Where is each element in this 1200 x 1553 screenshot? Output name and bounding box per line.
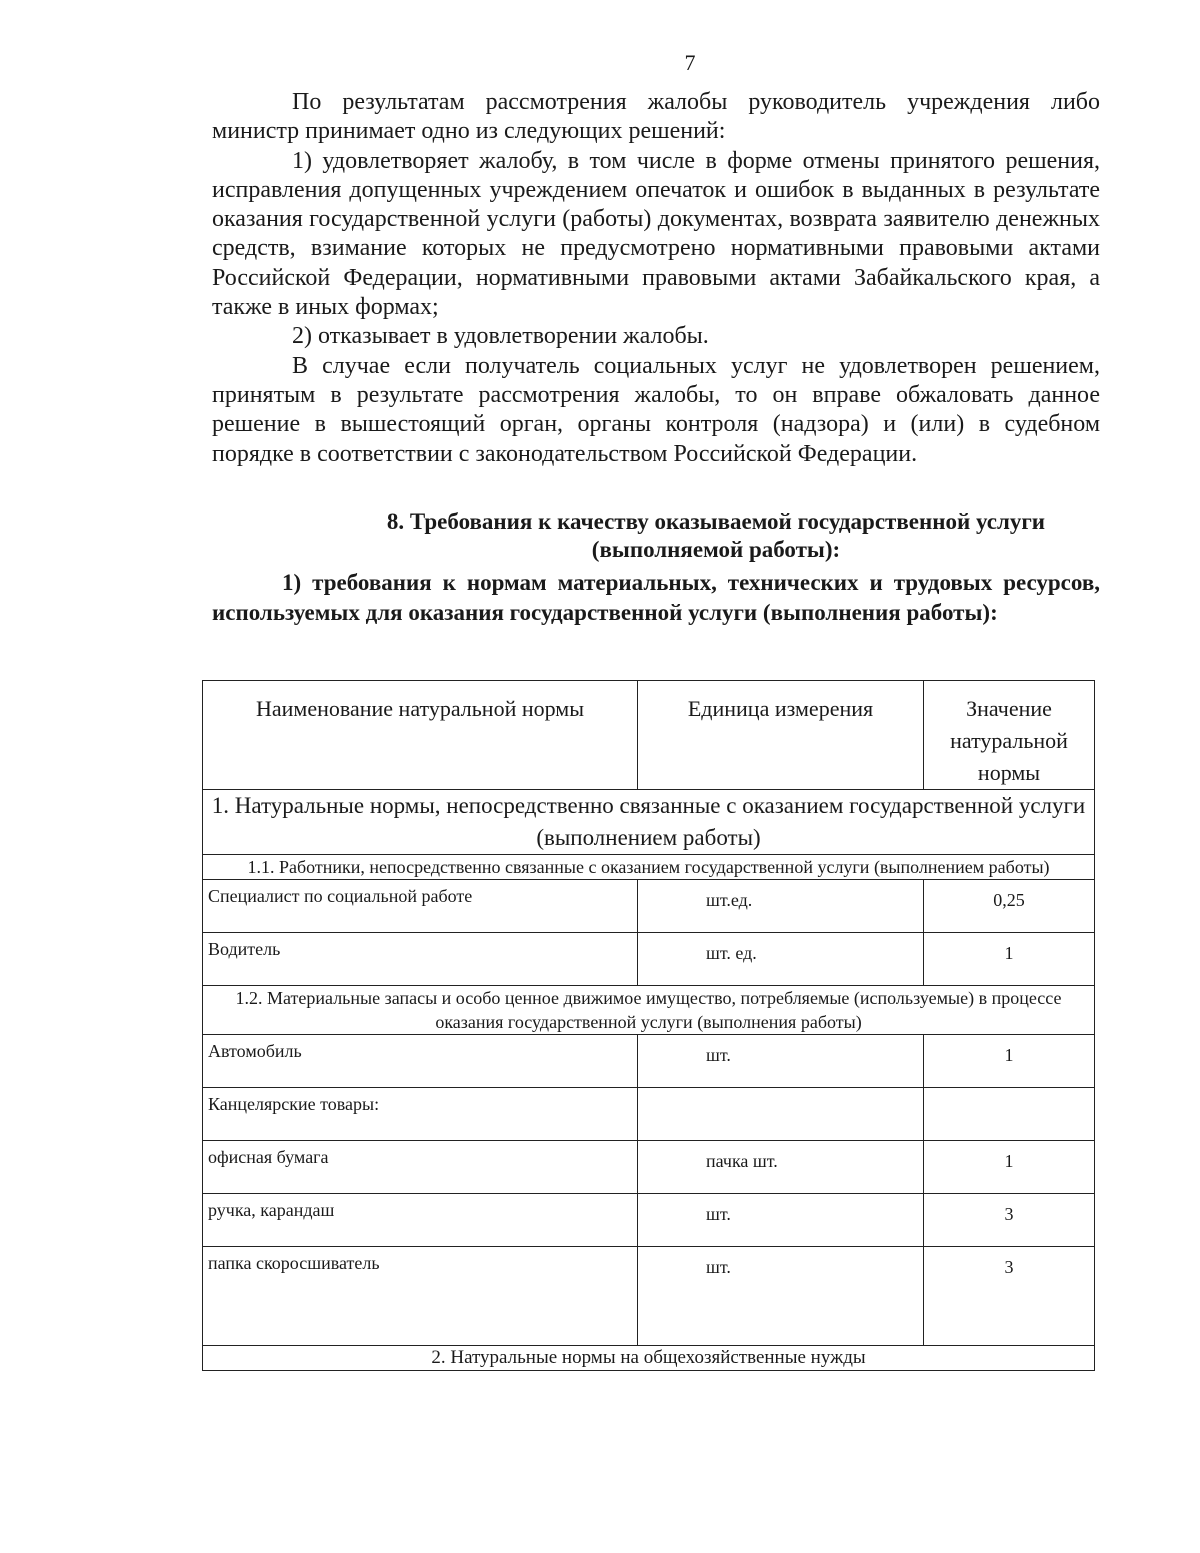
subgroup-title-row — [203, 986, 1095, 1035]
cell-unit: шт.ед. — [638, 880, 924, 933]
page-number: 7 — [684, 50, 696, 75]
paragraph: По результатам рассмотрения жалобы руководитель учреждения либо министр принимает одно из следующих решений: — [212, 89, 1100, 145]
cell-unit: шт. — [638, 1035, 924, 1088]
cell-unit: шт. — [638, 1247, 924, 1346]
cell-unit: шт. — [638, 1194, 924, 1247]
paragraph: 1) удовлетворяет жалобу, в том числе в форме отмены принятого решения, исправления допущенных учреждением опечаток и ошибок в выданных в результате оказания государственной услуги (работы) документах, возврата заявителю денежных средств, взимание которых не предусмотрено нормативными правовыми актами Российской Федерации, нормативными правовыми актами Забайкальского края, а также в иных формах; — [212, 147, 1100, 321]
cell-value: 1 — [924, 1141, 1095, 1194]
table-row — [203, 1141, 1095, 1194]
table-header-row — [203, 681, 1095, 790]
subgroup-title-row — [203, 855, 1095, 880]
group-title-row — [203, 790, 1095, 855]
subheading-text: 1) требования к нормам материальных, технических и трудовых ресурсов, используемых для оказания государственной услуги (выполнения работы): — [212, 570, 1100, 625]
paragraph: 2) отказывает в удовлетворении жалобы. — [292, 323, 709, 350]
table-row — [203, 1194, 1095, 1247]
section-heading — [212, 508, 1100, 564]
section-heading-line: 8. Требования к качеству оказываемой государственной услуги — [386, 509, 1046, 534]
cell-value: 3 — [924, 1247, 1095, 1346]
cell-value: 1 — [924, 933, 1095, 986]
cell-name: Автомобиль — [203, 1035, 638, 1088]
section-heading-line: (выполняемой работы): — [591, 537, 841, 562]
group-title-row — [203, 1346, 1095, 1371]
subheading — [212, 568, 1100, 628]
cell-name: Водитель — [203, 933, 638, 986]
table-row — [203, 1088, 1095, 1141]
table-row — [203, 1247, 1095, 1346]
column-header-value: Значение натуральной нормы — [924, 681, 1095, 790]
subgroup-title: 1.1. Работники, непосредственно связанные с оказанием государственной услуги (выполнением работы) — [203, 855, 1095, 880]
cell-unit: пачка шт. — [638, 1141, 924, 1194]
cell-name: Канцелярские товары: — [203, 1088, 638, 1141]
cell-name: офисная бумага — [203, 1141, 638, 1194]
cell-value: 0,25 — [924, 880, 1095, 933]
table-row — [203, 1035, 1095, 1088]
group-title: 1. Натуральные нормы, непосредственно связанные с оказанием государственной услуги (выполнением работы) — [203, 790, 1095, 855]
cell-name: папка скоросшиватель — [203, 1247, 638, 1346]
cell-value — [924, 1088, 1095, 1141]
column-header-unit: Единица измерения — [638, 681, 924, 790]
group-title: 2. Натуральные нормы на общехозяйственные нужды — [203, 1346, 1095, 1371]
cell-name: ручка, карандаш — [203, 1194, 638, 1247]
cell-unit: шт. ед. — [638, 933, 924, 986]
paragraph: В случае если получатель социальных услуг не удовлетворен решением, принятым в результате рассмотрения жалобы, то он вправе обжаловать данное решение в вышестоящий орган, органы контроля (надзора) и (или) в судебном порядке в соответствии с законодательством Российской Федерации. — [212, 352, 1100, 467]
cell-unit — [638, 1088, 924, 1141]
cell-value: 1 — [924, 1035, 1095, 1088]
cell-value: 3 — [924, 1194, 1095, 1247]
norms-table — [202, 680, 1095, 1371]
body-text — [212, 88, 1100, 469]
cell-name: Специалист по социальной работе — [203, 880, 638, 933]
column-header-name: Наименование натуральной нормы — [203, 681, 638, 790]
table-row — [203, 880, 1095, 933]
subgroup-title: 1.2. Материальные запасы и особо ценное движимое имущество, потребляемые (используемые) в процессе оказания государственной услуги (выполнения работы) — [203, 986, 1095, 1035]
table-row — [203, 933, 1095, 986]
